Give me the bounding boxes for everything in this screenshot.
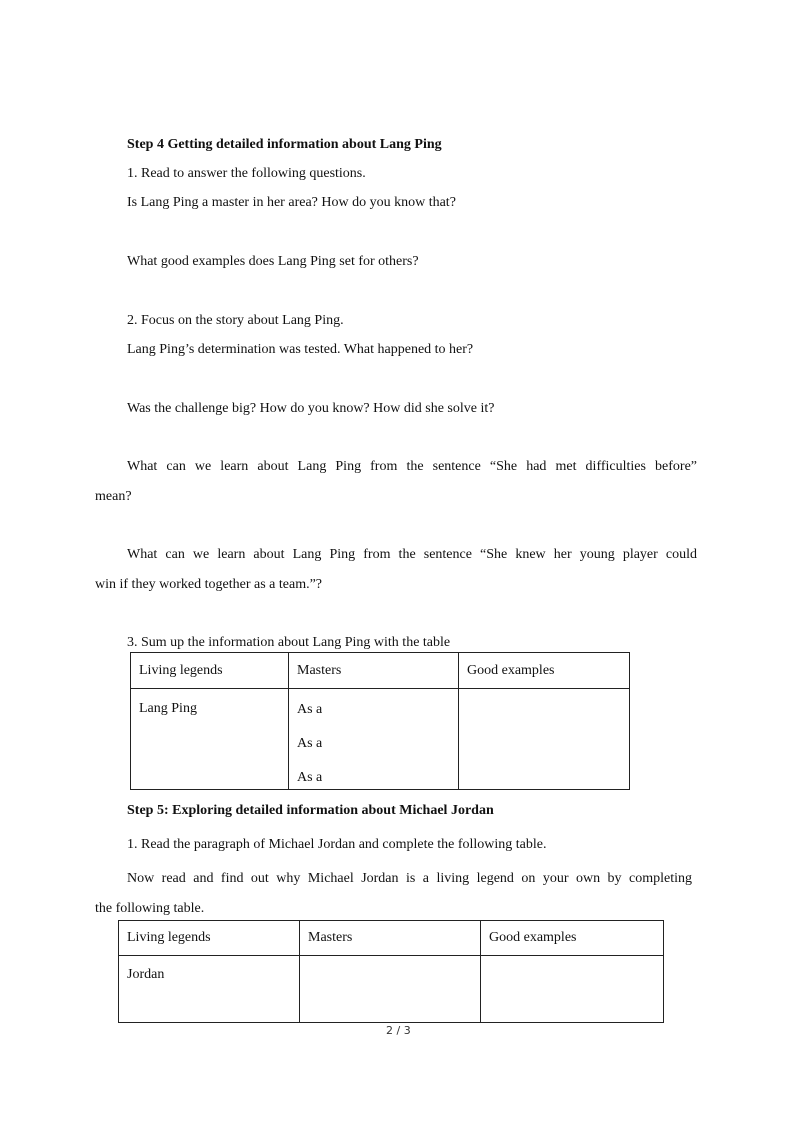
- header-masters: Masters: [289, 653, 459, 689]
- lang-ping-table: [130, 652, 630, 790]
- step4-q2-d-line2: win if they worked together as a team.”?: [95, 577, 323, 592]
- step4-heading: Step 4 Getting detailed information about Lang Ping: [127, 137, 442, 152]
- table-row: [131, 689, 630, 790]
- step4-q1-b: What good examples does Lang Ping set for others?: [127, 254, 419, 269]
- step4-q2-c-line2: mean?: [95, 489, 132, 504]
- master-line: As a: [297, 702, 323, 717]
- good-examples-cell: [459, 689, 630, 790]
- step4-q3-intro: 3. Sum up the information about Lang Ping with the table: [127, 635, 451, 650]
- jordan-table: [118, 920, 664, 1023]
- master-line: As a: [297, 770, 323, 785]
- step4-q2-c-line1: What can we learn about Lang Ping from the sentence “She had met difficulties before”: [127, 459, 697, 474]
- step4-q2-a: Lang Ping’s determination was tested. What happened to her?: [127, 342, 474, 357]
- header-living-legends: Living legends: [119, 921, 300, 956]
- masters-cell: [289, 689, 459, 790]
- step5-q2-line1: Now read and find out why Michael Jordan is a living legend on your own by completing: [127, 871, 692, 886]
- table-header-row: [131, 653, 630, 689]
- step4-q2-intro: 2. Focus on the story about Lang Ping.: [127, 313, 344, 328]
- page-number: 2 / 3: [386, 1024, 411, 1037]
- masters-cell: [300, 956, 481, 1023]
- step4-q2-d-line1: What can we learn about Lang Ping from the sentence “She knew her young player could: [127, 547, 697, 562]
- good-examples-cell: [481, 956, 664, 1023]
- header-good-examples: Good examples: [459, 653, 630, 689]
- step5-q1: 1. Read the paragraph of Michael Jordan and complete the following table.: [127, 837, 547, 852]
- legend-cell: Jordan: [119, 956, 300, 1023]
- step5-q2-line2: the following table.: [95, 901, 205, 916]
- step4-q1-intro: 1. Read to answer the following questions.: [127, 166, 366, 181]
- header-living-legends: Living legends: [131, 653, 289, 689]
- step5-heading: Step 5: Exploring detailed information about Michael Jordan: [127, 803, 494, 818]
- table-row: [119, 956, 664, 1023]
- step4-q2-b: Was the challenge big? How do you know? How did she solve it?: [127, 401, 495, 416]
- header-good-examples: Good examples: [481, 921, 664, 956]
- table-header-row: [119, 921, 664, 956]
- step4-q1-a: Is Lang Ping a master in her area? How do you know that?: [127, 195, 456, 210]
- master-line: As a: [297, 736, 323, 751]
- header-masters: Masters: [300, 921, 481, 956]
- legend-cell: Lang Ping: [131, 689, 289, 790]
